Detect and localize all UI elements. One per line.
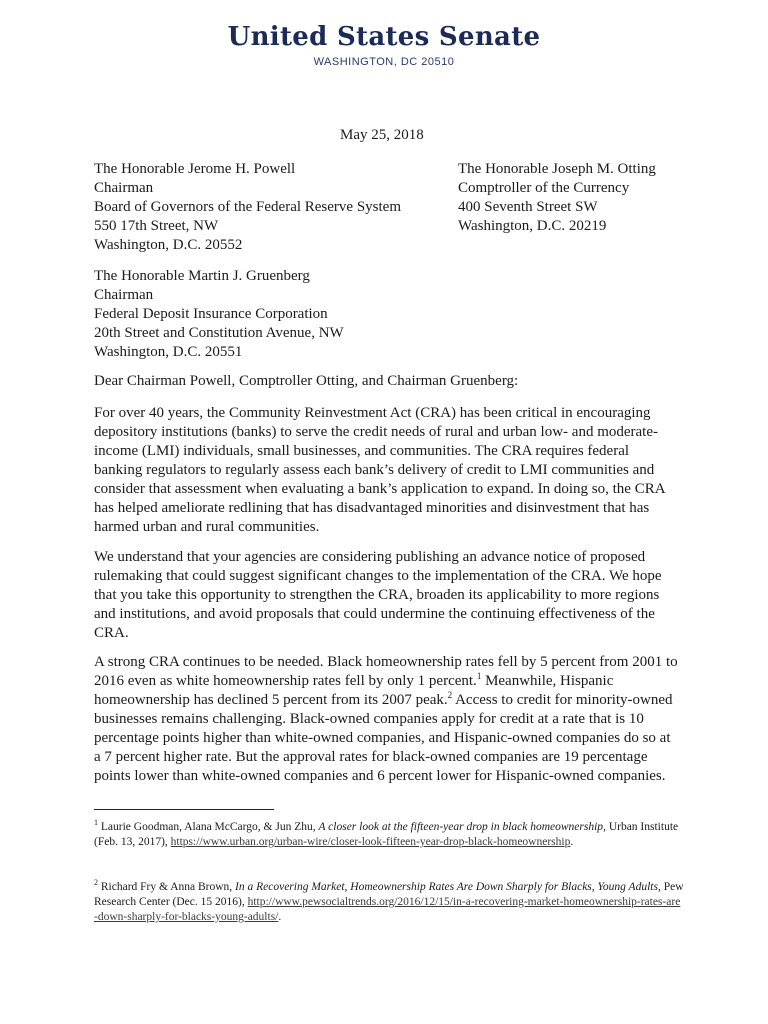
address-line: Chairman <box>94 287 154 303</box>
address-line: Chairman <box>94 180 154 196</box>
recipient-address-powell <box>94 160 401 255</box>
address-line: The Honorable Jerome H. Powell <box>94 161 296 177</box>
footnote-ref-2[interactable]: 2 <box>447 690 453 700</box>
footnote-divider <box>94 809 274 810</box>
footnote-title: A closer look at the fifteen-year drop in black homeownership <box>318 821 604 833</box>
address-line: 20th Street and Constitution Avenue, NW <box>94 325 344 341</box>
body-paragraph-2: We understand that your agencies are considering publishing an advance notice of proposed rulemaking that could suggest significant changes to the implementation of the CRA. We hope that you take this opportunity to strengthen the CRA, broaden its applicability to more regions and institutions, and avoid proposals that could undermine the continuing effectiveness of the CRA. <box>94 549 662 641</box>
letterhead-title: United States Senate <box>227 22 541 52</box>
footnote-2 <box>94 880 684 925</box>
body-paragraph-1: For over 40 years, the Community Reinvestment Act (CRA) has been critical in encouraging depository institutions (banks) to serve the credit needs of rural and urban low- and moderate-income (LMI) individuals, small businesses, and communities. The CRA requires federal banking regulators to regularly assess each bank’s delivery of credit to LMI communities and consider that assessment when evaluating a bank’s application to expand. In doing so, the CRA has helped ameliorate redlining that has disadvantaged minorities and disinvestment that has harmed urban and rural communities. <box>94 405 665 535</box>
footnote-end: . <box>278 911 282 923</box>
letterhead <box>0 22 768 68</box>
letterhead-address: WASHINGTON, DC 20510 <box>313 56 455 68</box>
address-line: 400 Seventh Street SW <box>458 199 598 215</box>
paragraph-text: Access to credit for minority-owned businesses remains challenging. Black-owned companies apply for credit at a rate that is 10 percentage points higher than white-owned companies, and Hispanic-owned companies do so at a 7 percent higher rate. But the approval rates for black-owned companies are 19 percentage points lower than white-owned companies and 6 percent lower for Hispanic-owned companies. <box>94 692 673 784</box>
address-line: 550 17th Street, NW <box>94 218 219 234</box>
address-line: Washington, D.C. 20551 <box>94 344 243 360</box>
paragraph-text: A strong CRA continues to be needed. Black homeownership rates fell by 5 percent from 2001 to 2016 even as white homeownership rates fell by only 1 percent. <box>94 654 678 689</box>
footnote-title: In a Recovering Market, Homeownership Rates Are Down Sharply for Blacks, Young Adults <box>235 881 658 893</box>
footnote-number: 1 <box>94 818 98 828</box>
address-line: Board of Governors of the Federal Reserve System <box>94 199 402 215</box>
footnote-end: . <box>570 836 574 848</box>
salutation: Dear Chairman Powell, Comptroller Otting, and Chairman Gruenberg: <box>94 373 519 389</box>
address-line: Federal Deposit Insurance Corporation <box>94 306 328 322</box>
recipient-address-otting <box>458 160 656 236</box>
address-line: Comptroller of the Currency <box>458 180 630 196</box>
footnote-authors: Laurie Goodman, Alana McCargo, & Jun Zhu, <box>98 821 319 833</box>
address-line: The Honorable Martin J. Gruenberg <box>94 268 310 284</box>
footnote-ref-1[interactable]: 1 <box>476 671 482 681</box>
body-paragraph-3 <box>94 653 680 786</box>
recipient-address-gruenberg <box>94 267 344 362</box>
address-line: The Honorable Joseph M. Otting <box>458 161 656 177</box>
letter-date: May 25, 2018 <box>340 127 424 143</box>
footnote-link[interactable]: https://www.urban.org/urban-wire/closer-look-fifteen-year-drop-black-homeownership <box>170 836 571 848</box>
address-line: Washington, D.C. 20219 <box>458 218 607 234</box>
paragraph-text: Meanwhile, Hispanic homeownership has declined 5 percent from its 2007 peak. <box>94 673 614 708</box>
footnote-authors: Richard Fry & Anna Brown, <box>98 881 236 893</box>
footnote-number: 2 <box>94 878 98 888</box>
address-line: Washington, D.C. 20552 <box>94 237 243 253</box>
footnote-1 <box>94 820 684 850</box>
footnote-source: , Urban Institute (Feb. 13, 2017), <box>94 821 679 848</box>
footnote-link[interactable]: http://www.pewsocialtrends.org/2016/12/15/in-a-recovering-market-homeownership-rates-are-down-sharply-for-blacks-young-adults/ <box>94 896 681 923</box>
footnote-source: , Pew Research Center (Dec. 15 2016), <box>94 881 684 908</box>
